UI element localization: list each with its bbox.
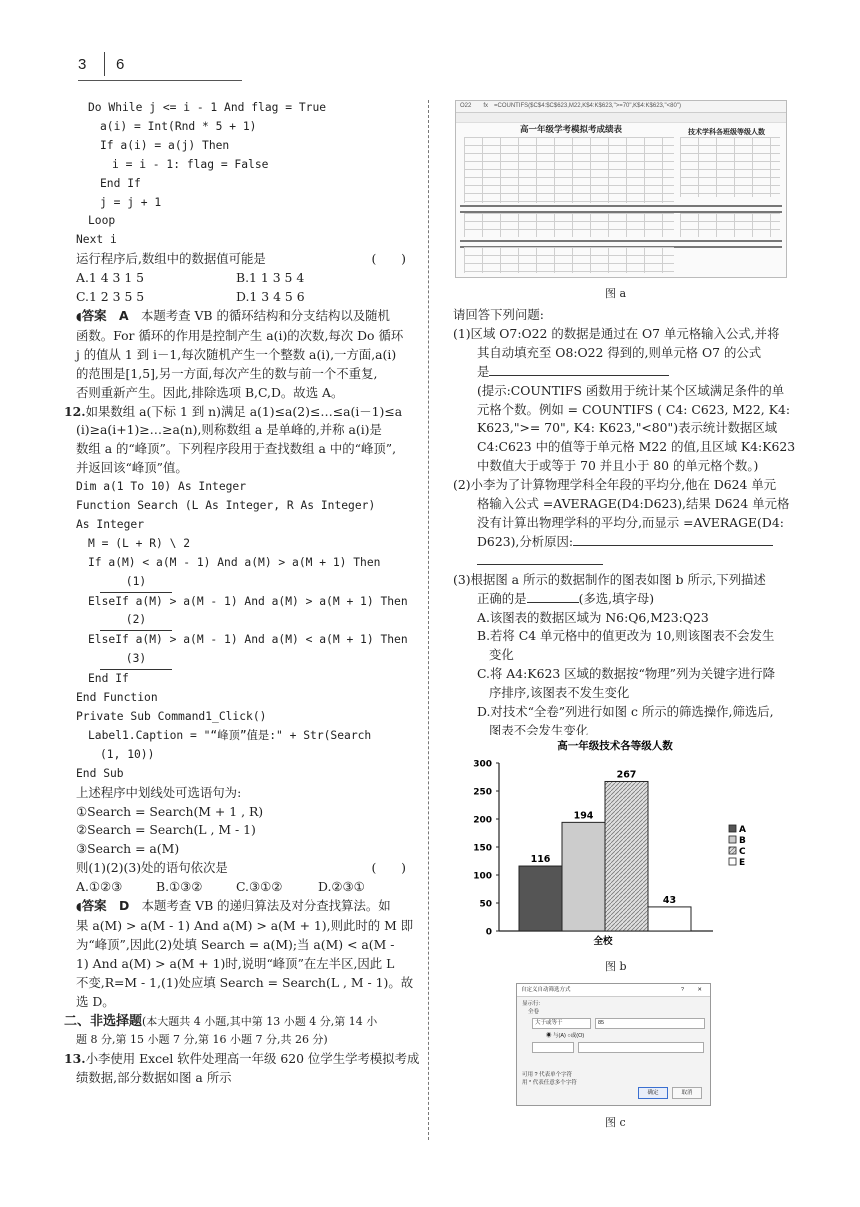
row-break: [460, 205, 782, 213]
legend-swatch-E: [729, 858, 736, 865]
data-grid-middle: [464, 213, 674, 237]
code-line: End If: [88, 672, 129, 686]
code-line: ElseIf a(M) > a(M - 1) And a(M) > a(M + 1) Then: [88, 594, 408, 608]
code-line: Do While j <= i - 1 And flag = True: [88, 101, 327, 114]
column-headers: [456, 113, 786, 123]
value-input-2[interactable]: [578, 1042, 704, 1053]
data-label-A: 116: [530, 854, 551, 866]
y-tick-label: 0: [485, 927, 492, 938]
q12-stem-line: 并返回该“峰顶”值。: [76, 460, 188, 476]
y-tick-label: 250: [473, 787, 492, 798]
q11-answer: ◖答案 A 本题考查 VB 的循环结构和分支结构以及随机: [76, 307, 390, 323]
header-separator: [104, 52, 105, 76]
summary-grid: [680, 137, 780, 197]
figure-c-caption: 图 c: [605, 1116, 626, 1129]
option-a: A.①②③: [76, 879, 123, 895]
legend-swatch-B: [729, 836, 736, 843]
chart-title: 高一年级技术各等级人数: [557, 740, 673, 752]
answer-blank-line: [453, 552, 785, 571]
bar-C: [605, 781, 648, 931]
show-rows-label: 显示行:: [522, 1001, 541, 1007]
q13-part1-line: 是: [453, 363, 785, 382]
blank-2: (2): [76, 611, 416, 631]
q12-answer: ◖答案 D 本题考查 VB 的递归算法及对分查找算法。如: [76, 898, 391, 914]
y-tick-label: 200: [473, 815, 492, 826]
code-line: As Integer: [76, 517, 145, 531]
q12-statement: ②Search = Search(L , M - 1): [76, 822, 256, 838]
field-label: 全卷: [528, 1009, 540, 1015]
bar-A: [519, 866, 562, 931]
y-tick-label: 150: [473, 843, 492, 854]
explanation-line: 的范围是[1,5],另一方面,每次产生的数与前一个不重复,: [76, 365, 378, 381]
answer-paren: ( ): [371, 251, 406, 267]
data-label-C: 267: [616, 769, 637, 781]
explanation-line: 函数。For 循环的作用是控制产生 a(i)的次数,每次 Do 循环: [76, 327, 404, 343]
bars: [519, 769, 691, 931]
code-line: End If: [100, 176, 141, 190]
hint-line: 用 * 代表任意多个字符: [522, 1080, 577, 1086]
option-d: D.1 3 4 5 6: [236, 289, 305, 305]
data-grid-bottom: [464, 247, 674, 273]
summary-grid-lower: [680, 213, 780, 237]
page-number-a: 3: [78, 56, 87, 73]
explanation-line: 不变,R=M - 1,(1)处应填 Search = Search(L , M - 1)。故: [76, 974, 414, 990]
operator-select[interactable]: 大于或等于: [532, 1018, 591, 1029]
q11-options-row: [76, 288, 416, 307]
answer-blank[interactable]: [477, 552, 603, 565]
option-d: D.②③①: [318, 879, 365, 895]
legend-label-E: E: [739, 858, 746, 868]
q13-part3: (3)根据图 a 所示的数据制作的图表如图 b 所示,下列描述: [453, 571, 766, 587]
explanation-line: 1) And a(M) > a(M + 1)时,说明“峰顶”在左半区,因此 L: [76, 955, 395, 971]
option-b: B.若将 C4 单元格中的值更改为 10,则该图表不会发生: [477, 628, 775, 644]
left-column: [64, 99, 420, 1088]
section-2-note: 题 8 分,第 15 小题 7 分,第 16 小题 7 分,共 26 分): [76, 1033, 328, 1047]
y-tick-label: 50: [479, 899, 492, 910]
option-a: A.1 4 3 1 5: [76, 270, 145, 286]
code-line: ElseIf a(M) > a(M - 1) And a(M) < a(M + 1) Then: [88, 633, 408, 647]
and-radio[interactable]: ◉: [546, 1033, 552, 1039]
code-line: Loop: [88, 214, 116, 228]
q12-stem: 12.如果数组 a(下标 1 到 n)满足 a(1)≤a(2)≤…≤a(i－1)≤a: [64, 403, 403, 419]
q12-statement: ③Search = a(M): [76, 841, 180, 857]
formula-text: =COUNTIFS($C$4:$C$623,M22,K$4:K$623,">=70",K$4:K$623,"<80"): [494, 103, 681, 109]
answer-icon: ◖: [76, 900, 82, 914]
q13-part3-line: 正确的是 (多选,填字母): [477, 590, 655, 606]
hint-line: C4:C623 中的值等于单元格 M22 的值,且区域 K4:K623: [477, 439, 796, 455]
legend-swatch-C: [729, 847, 736, 854]
hint-line: (提示:COUNTIFS 函数用于统计某个区域满足条件的单: [477, 382, 785, 398]
code-line: (1, 10)): [100, 747, 155, 761]
q13-stem: 13.小李使用 Excel 软件处理高一年级 620 位学生学考模拟考成: [64, 1051, 420, 1067]
chart-legend: [729, 825, 746, 868]
close-icon[interactable]: ✕: [697, 987, 702, 993]
code-line: j = j + 1: [100, 195, 162, 209]
q12-stem-line: 数组 a 的“峰顶”。下列程序段用于查找数组 a 中的“峰顶”,: [76, 441, 397, 457]
bar-chart: [455, 735, 775, 955]
code-line: i = i - 1: flag = False: [112, 157, 269, 171]
explanation-line: 否则重新产生。因此,排除选项 B,C,D。故选 A。: [76, 384, 344, 400]
q13-part2-line: 没有计算出物理学科的平均分,而显示 =AVERAGE(D4:: [477, 514, 784, 530]
explanation-line: j 的值从 1 到 i－1,每次随机产生一个整数 a(i),一方面,a(i): [76, 346, 397, 362]
q12-options-row: [76, 878, 416, 897]
figure-a-caption: 图 a: [605, 287, 627, 300]
answer-icon: ◖: [76, 309, 82, 323]
q12-choose: 上述程序中划线处可选语句为:: [76, 784, 242, 800]
explanation-line: 果 a(M) > a(M - 1) And a(M) > a(M + 1),则此时的 M 即: [76, 917, 414, 933]
code-line: Function Search (L As Integer, R As Integer): [76, 499, 376, 513]
q13-part2-line: 格输入公式 =AVERAGE(D4:D623),结果 D624 单元格: [477, 496, 790, 512]
or-label: 或(O): [570, 1033, 585, 1039]
answer-paren: ( ): [371, 860, 406, 876]
code-line: End Sub: [76, 766, 124, 780]
value-input[interactable]: 85: [595, 1018, 705, 1029]
dialog-title: 自定义自动筛选方式: [521, 987, 571, 993]
option-c: C.将 A4:K623 区域的数据按“物理”列为关键字进行降: [477, 666, 776, 682]
section-2-heading: 二、非选择题(本大题共 4 小题,其中第 13 小题 4 分,第 14 小: [64, 1013, 378, 1029]
data-label-B: 194: [573, 810, 594, 822]
and-label: 与(A): [553, 1033, 566, 1039]
dialog-titlebar: [517, 984, 710, 997]
column-divider: [428, 100, 429, 1140]
option-b: B.1 1 3 5 4: [236, 270, 305, 286]
option-c-cont: 序排序,该图表不发生变化: [489, 685, 630, 701]
answer-blank[interactable]: [573, 533, 773, 546]
sheet-right-title: 技术学科各班级等级人数: [688, 127, 765, 136]
sheet-title: 高一年级学考模拟考成绩表: [520, 125, 623, 135]
option-c: C.③①②: [236, 879, 283, 895]
code-line: Label1.Caption = "“峰顶”值是:" + Str(Search: [88, 728, 372, 742]
help-icon[interactable]: ?: [680, 987, 684, 993]
legend-label-C: C: [739, 847, 746, 857]
code-line: If a(i) = a(j) Then: [100, 138, 230, 152]
q11-ask: 运行程序后,数组中的数据值可能是 ( ): [76, 250, 416, 269]
code-line: M = (L + R) \ 2: [88, 536, 191, 550]
blank-1: (1): [76, 573, 416, 593]
explanation-line: 选 D。: [76, 993, 115, 1009]
q13-part2: (2)小李为了计算物理学科全年段的平均分,他在 D624 单元: [453, 477, 777, 493]
ok-button[interactable]: 确定: [638, 1087, 668, 1099]
q13-stem-line: 绩数据,部分数据如图 a 所示: [76, 1070, 232, 1086]
operator-select-2[interactable]: [532, 1042, 574, 1053]
q12-ask: 则(1)(2)(3)处的语句依次是 ( ): [76, 859, 416, 878]
hint-line: K623,">= 70", K4: K623,"<80")表示统计数据区域: [477, 420, 778, 436]
name-box: O22: [460, 103, 472, 109]
data-label-E: 43: [662, 894, 677, 906]
formula-bar: O22 fx =COUNTIFS($C$4:$C$623,M22,K$4:K$623,">=70",K$4:K$623,"<80"): [456, 101, 786, 113]
option-a: A.该图表的数据区域为 N6:Q6,M23:Q23: [477, 609, 709, 625]
hint-line: 可用 ? 代表单个字符: [522, 1072, 573, 1078]
hint-line: 元格个数。例如 = COUNTIFS ( C4: C623, M22, K4:: [477, 401, 791, 417]
x-category-label: 全校: [593, 936, 613, 947]
code-line: a(i) = Int(Rnd * 5 + 1): [100, 119, 257, 133]
answer-blank[interactable]: [527, 590, 579, 603]
option-b-cont: 变化: [489, 647, 514, 663]
option-b: B.①③②: [156, 879, 203, 895]
bar-B: [562, 822, 605, 931]
explanation-line: 为“峰顶”,因此(2)处填 Search = a(M);当 a(M) < a(M -: [76, 936, 395, 952]
option-d-cont: 图表不会发生变化: [489, 722, 589, 738]
page-number-b: 6: [116, 56, 125, 73]
data-grid-top: [464, 137, 674, 203]
figure-b-caption: 图 b: [605, 960, 627, 973]
legend-label-B: B: [739, 836, 746, 846]
q13-part2-line: D623),分析原因:: [453, 533, 785, 552]
legend-label-A: A: [739, 825, 746, 835]
y-tick-label: 100: [473, 871, 492, 882]
spreadsheet-figure: [455, 100, 787, 278]
custom-filter-dialog: [516, 983, 711, 1106]
hint-line: 中数值大于或等于 70 并且小于 80 的单元格个数。): [477, 458, 759, 474]
cancel-button[interactable]: 取消: [672, 1087, 702, 1099]
q12-stem-line: (i)≥a(i+1)≥…≥a(n),则称数组 a 是单峰的,并称 a(i)是: [76, 422, 382, 438]
right-column: [453, 306, 796, 741]
option-c: C.1 2 3 5 5: [76, 289, 145, 305]
blank-3: (3): [76, 650, 416, 670]
code-line: End Function: [76, 691, 158, 705]
q13-part1-line: 其自动填充至 O8:O22 得到的,则单元格 O7 的公式: [477, 344, 762, 360]
header-rule: [78, 80, 242, 81]
or-radio[interactable]: ○: [567, 1033, 571, 1039]
answer-blank[interactable]: [489, 363, 669, 376]
q12-statement: ①Search = Search(M + 1 , R): [76, 803, 264, 819]
y-tick-label: 300: [473, 759, 492, 770]
q11-options-row: [76, 269, 416, 288]
code-line: Next i: [76, 233, 117, 247]
questions-intro: 请回答下列问题:: [453, 307, 544, 322]
code-line: If a(M) < a(M - 1) And a(M) > a(M + 1) Then: [88, 555, 381, 569]
option-d: D.对技术“全卷”列进行如图 c 所示的筛选操作,筛选后,: [477, 704, 774, 720]
q13-part1: (1)区域 O7:O22 的数据是通过在 O7 单元格输入公式,并将: [453, 325, 780, 341]
code-line: Dim a(1 To 10) As Integer: [76, 480, 247, 494]
code-line: Private Sub Command1_Click(): [76, 710, 267, 723]
bar-E: [648, 907, 691, 931]
legend-swatch-A: [729, 825, 736, 832]
page-header: [78, 56, 125, 73]
